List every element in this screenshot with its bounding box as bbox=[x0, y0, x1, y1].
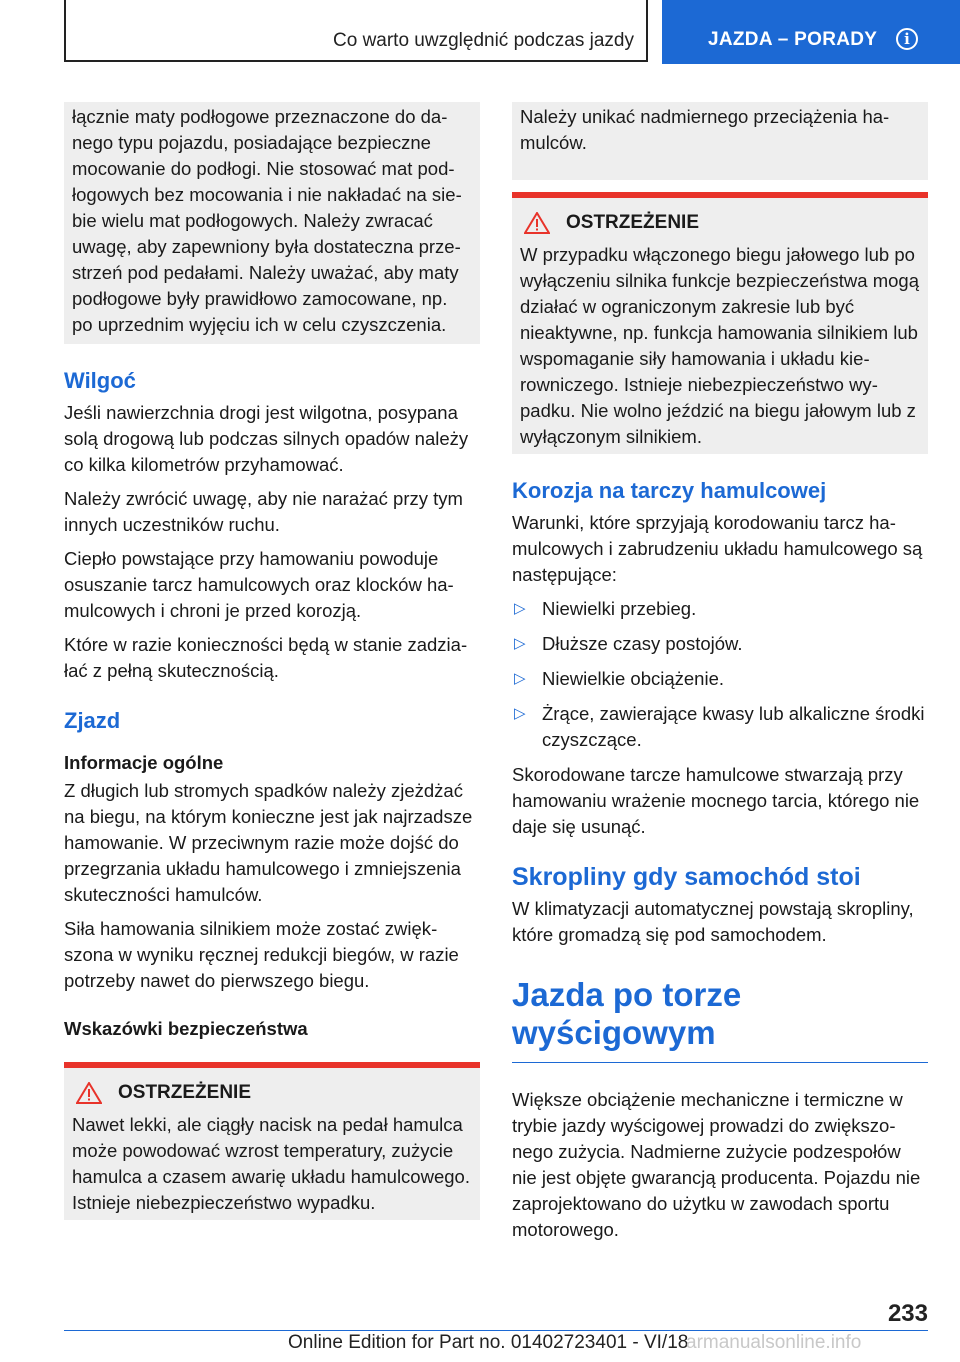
warning-title-row bbox=[520, 212, 920, 234]
paragraph: Należy zwrócić uwagę, aby nie narażać przy tym innych uczestników ruchu. bbox=[64, 488, 463, 535]
list-item bbox=[512, 701, 928, 753]
list-item bbox=[512, 596, 928, 622]
heading-jazda-po-torze: Jazda po torze wyścigowym bbox=[512, 976, 928, 1063]
warning-text: Nawet lekki, ale ciągły nacisk na pedał hamulca może powodować wzrost temperatury, zużycie hamulca a czasem awarię układu hamulcowego. Istnieje niebezpieczeństwo wypadku. bbox=[72, 1114, 470, 1213]
edition-text: Online Edition for Part no. 01402723401 - VI/18 bbox=[288, 1332, 689, 1353]
chapter-tab[interactable] bbox=[662, 0, 960, 64]
list-item-text: Niewielkie obciążenie. bbox=[542, 668, 725, 689]
paragraph: Siła hamowania silnikiem może zostać zwiększona w wyniku ręcznej redukcji biegów, w razie potrzeby nawet do pierwszego biegu. bbox=[64, 918, 459, 991]
heading-wilgoc: Wilgoć bbox=[64, 368, 136, 393]
warning-title: OSTRZEŻENIE bbox=[118, 1082, 252, 1103]
paragraph: Z długich lub stromych spadków należy zjeżdżać na biegu, na którym konieczne jest jak najrzadsze hamowanie. W przeciwnym razie może dojść do przegrzania układu hamulcowego i zmniejszenia skuteczności hamulców. bbox=[64, 780, 473, 905]
subheading-wskazowki: Wskazówki bezpieczeństwa bbox=[64, 1018, 308, 1039]
left-column bbox=[64, 102, 480, 1220]
chapter-tab-label: JAZDA – PORADY bbox=[708, 29, 878, 50]
heading-zjazd: Zjazd bbox=[64, 708, 121, 733]
page-header bbox=[0, 0, 960, 66]
triangle-bullet-icon: ▷ bbox=[514, 670, 526, 687]
list-item-text: Żrące, zawierające kwasy lub alkaliczne środki czyszczące. bbox=[542, 703, 925, 750]
continued-note-box bbox=[64, 102, 480, 344]
footer-divider bbox=[64, 1330, 928, 1331]
section-title: Co warto uwzględnić podczas jazdy bbox=[333, 30, 634, 51]
list-item-text: Dłuższe czasy postojów. bbox=[542, 633, 743, 654]
paragraph: Które w razie konieczności będą w stanie zadziałać z pełną skutecznością. bbox=[64, 634, 468, 681]
continued-note-box bbox=[512, 102, 928, 180]
warning-box bbox=[64, 1062, 480, 1220]
paragraph: Jeśli nawierzchnia drogi jest wilgotna, posypana solą drogową lub podczas silnych opadów należy co kilka kilometrów przyhamować. bbox=[64, 402, 469, 475]
paragraph: Większe obciążenie mechaniczne i termiczne w trybie jazdy wyścigowej prowadzi do zwiększonego zużycia. Nadmierne zużycie podzespołów nie jest objęte gwarancją producenta. Pojazdu nie zaprojektowano do użytku w zawodach sportu motorowego. bbox=[512, 1089, 921, 1240]
paragraph: Warunki, które sprzyjają korodowaniu tarcz hamulcowych i zabrudzeniu układu hamulcowego są następujące: bbox=[512, 512, 923, 585]
info-icon: i bbox=[896, 28, 918, 50]
warning-triangle-icon bbox=[76, 1082, 102, 1104]
continued-note-text: Należy unikać nadmiernego przeciążenia hamulców. bbox=[520, 106, 890, 153]
paragraph: W klimatyzacji automatycznej powstają skropliny, które gromadzą się pod samochodem. bbox=[512, 898, 914, 945]
right-column bbox=[512, 102, 928, 1251]
warning-text: W przypadku włączonego biegu jałowego lub po wyłączeniu silnika funkcje bezpieczeństwa mogą działać w ograniczonym zakresie lub być nieaktywne, np. funkcja hamowania silnikiem lub wspomaganie siły hamowania i układu kierowniczego. Istnieje niebezpieczeństwo wypadku. Nie wolno jeździć na biegu jałowym lub z wyłączonym silnikiem. bbox=[520, 244, 919, 447]
list-item bbox=[512, 666, 928, 692]
watermark: armanualsonline.info bbox=[686, 1332, 862, 1353]
warning-title: OSTRZEŻENIE bbox=[566, 212, 700, 233]
continued-note-text: łącznie maty podłogowe przeznaczone do danego typu pojazdu, posiadające bezpieczne mocowanie do podłogi. Nie stosować mat podłogowych bez mocowania i nie nakładać na siebie wielu mat podłogowych. Należy zwracać uwagę, aby zapewniony była dostateczna przestrzeń pod pedałami. Należy uważać, aby maty podłogowe były prawidłowo zamocowane, np. po uprzednim wyjęciu ich w celu czyszczenia. bbox=[72, 106, 462, 335]
conditions-list bbox=[512, 596, 928, 753]
subheading-informacje-ogolne: Informacje ogólne bbox=[64, 752, 224, 773]
warning-triangle-icon bbox=[524, 212, 550, 234]
heading-skropliny: Skropliny gdy samochód stoi bbox=[512, 863, 861, 891]
triangle-bullet-icon: ▷ bbox=[514, 600, 526, 617]
section-header-box bbox=[64, 0, 648, 62]
triangle-bullet-icon: ▷ bbox=[514, 705, 526, 722]
triangle-bullet-icon: ▷ bbox=[514, 635, 526, 652]
paragraph: Ciepło powstające przy hamowaniu powoduje osuszanie tarcz hamulcowych oraz klocków hamulcowych i chroni je przed korozją. bbox=[64, 548, 454, 621]
page-number: 233 bbox=[887, 1300, 928, 1327]
paragraph: Skorodowane tarcze hamulcowe stwarzają przy hamowaniu wrażenie mocnego tarcia, którego nie daje się usunąć. bbox=[512, 764, 920, 837]
list-item bbox=[512, 631, 928, 657]
warning-title-row bbox=[72, 1082, 472, 1104]
list-item-text: Niewielki przebieg. bbox=[542, 598, 697, 619]
warning-box bbox=[512, 192, 928, 454]
heading-korozja: Korozja na tarczy hamulcowej bbox=[512, 478, 827, 503]
